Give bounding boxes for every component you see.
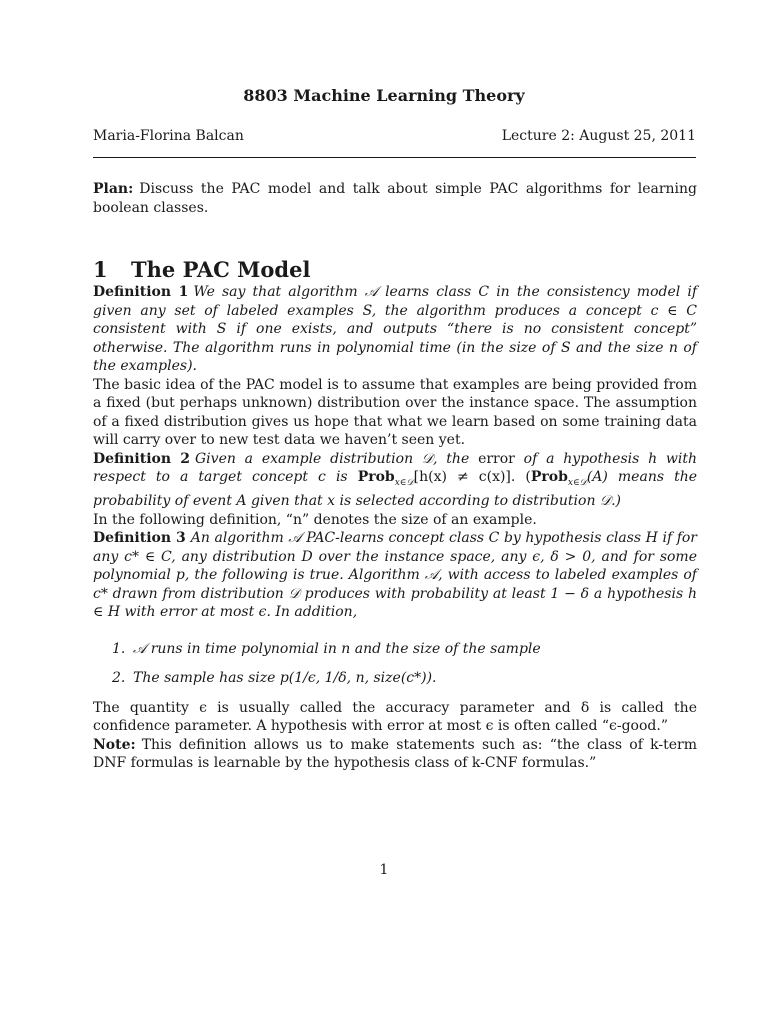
pac-idea-paragraph: The basic idea of the PAC model is to assume that examples are being provided from a fixed (but perhaps unknown) distribution over the instance space. The assumption of a fixed distribution gives us hope that what we learn based on some training data will carry over to new test data we haven’t seen yet. xyxy=(93,376,697,448)
list-item xyxy=(112,669,697,688)
definition-2: Definition 2 Given a example distribution 𝒟, the error of a hypothesis h with respect to a target concept c is Prob$_{x\in 𝒟}$[h(x) ≠ c(x)]. (Prob$_{x\in 𝒟}$(A) means the probability of event A given that x is selected according to distribution 𝒟.) xyxy=(93,450,698,510)
definition-1 xyxy=(93,283,697,376)
definition-3-label: Definition 3 xyxy=(93,530,186,547)
note-label: Note: xyxy=(93,736,136,753)
section-number: 1 xyxy=(93,257,108,282)
definition-2-text-b: of a hypothesis h with respect to a target concept c is xyxy=(93,450,698,485)
definition-2-error-term: error xyxy=(478,450,515,467)
definition-3 xyxy=(93,529,697,622)
prob-subscript-2: x∈𝒟 xyxy=(567,477,587,488)
plan-label: Plan: xyxy=(93,181,134,197)
accuracy-paragraph: The quantity ϵ is usually called the accuracy parameter and δ is called the confidence parameter. A hypothesis with error at most ϵ is often called “ϵ-good.” xyxy=(93,699,697,735)
page-number: 1 xyxy=(379,862,389,878)
definition-2-text-a: Given a example distribution 𝒟, the xyxy=(195,450,470,467)
definition-2-text-c: (A) means the probability of event A given that x is selected according to distribution 𝒟.) xyxy=(93,469,697,510)
definition-1-text: We say that algorithm 𝒜 learns class C in the consistency model if given any set of labeled examples S, the algorithm produces a concept c ∈ C consistent with S if one exists, and outputs “there is no consistent concept” otherwise. The algorithm runs in polynomial time (in the size of S and the size n of the examples). xyxy=(93,284,698,374)
plan-paragraph xyxy=(93,180,697,217)
prob-operator-2: Prob xyxy=(530,469,568,485)
note-paragraph xyxy=(93,736,697,773)
definition-3-text: An algorithm 𝒜 PAC-learns concept class C by hypothesis class H if for any c* ∈ C, any distribution D over the instance space, any ϵ, δ > 0, and for some polynomial p, the following is true. Algorithm 𝒜, with access to labeled examples of c* drawn from distribution 𝒟 produces with probability at least 1 − δ a hypothesis h ∈ H with error at most ϵ. In addition, xyxy=(93,530,698,621)
list-item-number: 1. xyxy=(112,640,126,657)
lecture-content xyxy=(93,180,697,773)
section-title: The PAC Model xyxy=(131,257,311,282)
definition-2-label: Definition 2 xyxy=(93,450,190,467)
section-heading xyxy=(93,257,697,283)
note-text: This definition allows us to make statements such as: “the class of k-term DNF formulas is learnable by the hypothesis class of k-CNF formulas.” xyxy=(93,736,697,772)
definition-1-label: Definition 1 xyxy=(93,284,189,300)
list-item-text: The sample has size p(1/ϵ, 1/δ, n, size(c*)). xyxy=(133,670,437,687)
plan-text: Discuss the PAC model and talk about simple PAC algorithms for learning boolean classes. xyxy=(93,181,697,216)
course-title: 8803 Machine Learning Theory xyxy=(243,86,525,105)
size-paragraph: In the following definition, “n” denotes the size of an example. xyxy=(93,511,537,528)
list-item-number: 2. xyxy=(112,670,126,687)
conditions-list xyxy=(93,640,697,688)
list-item-text: 𝒜 runs in time polynomial in n and the size of the sample xyxy=(133,640,541,657)
author-name: Maria-Florina Balcan xyxy=(93,128,244,144)
prob-subscript: x∈𝒟 xyxy=(394,477,414,488)
list-item xyxy=(112,640,697,659)
prob-expression: [h(x) ≠ c(x)]. xyxy=(413,469,516,485)
header-rule xyxy=(93,157,696,158)
lecture-date: Lecture 2: August 25, 2011 xyxy=(501,128,696,144)
prob-operator: Prob xyxy=(357,469,395,485)
